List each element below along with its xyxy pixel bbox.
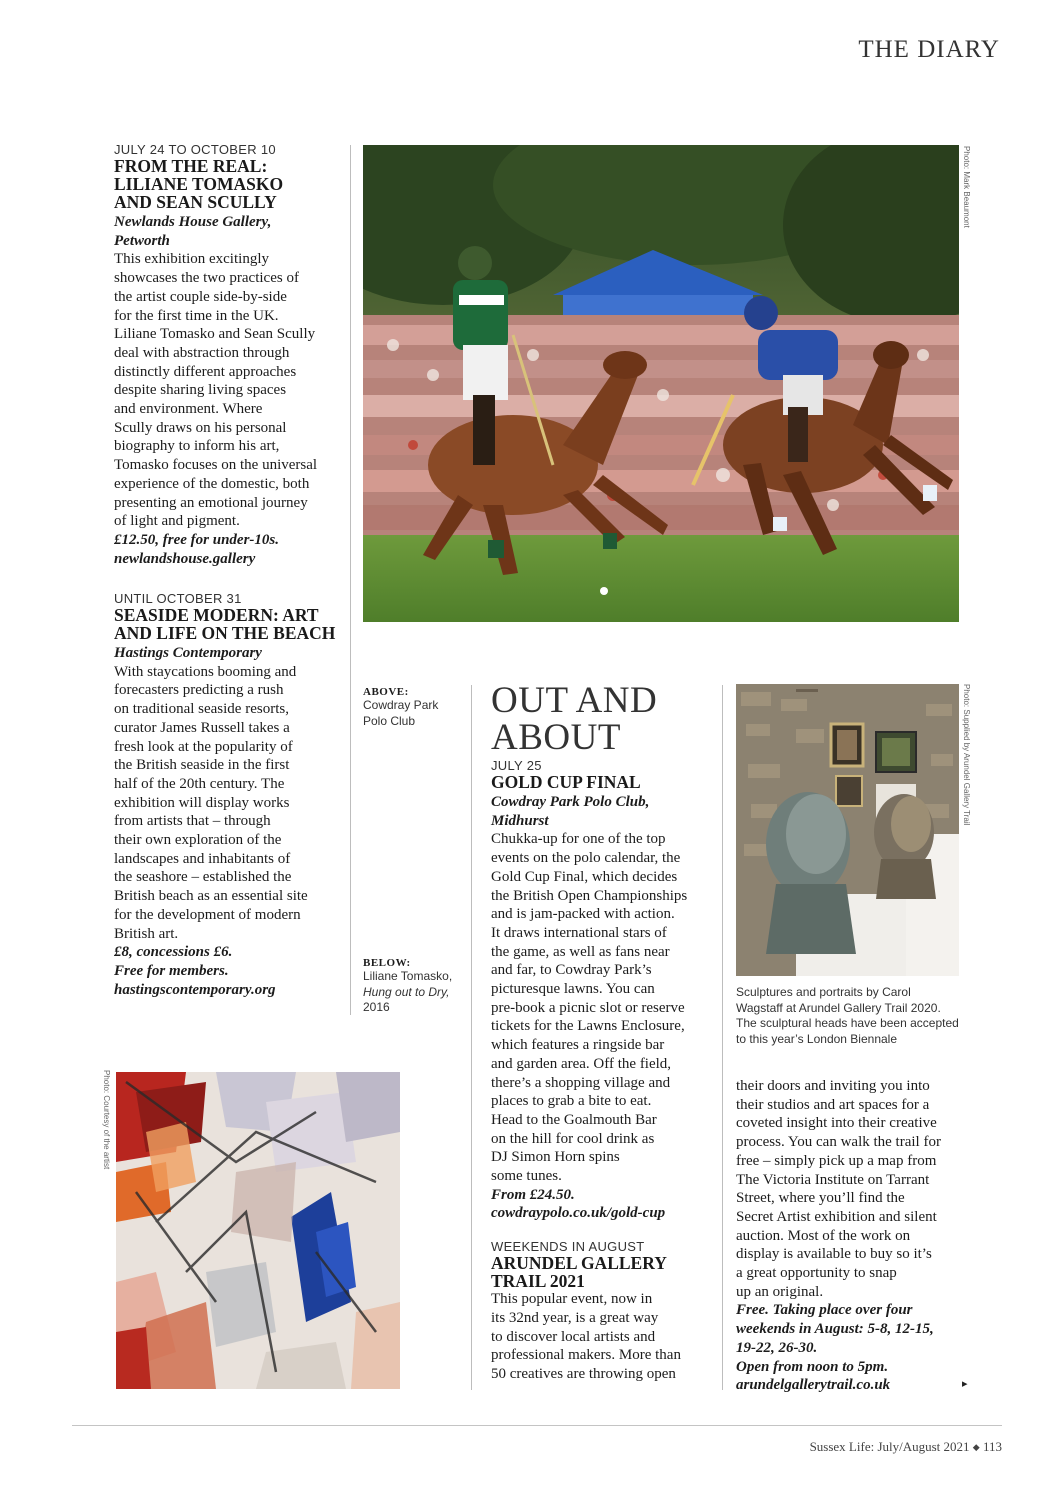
- body-line: professional makers. More than: [491, 1347, 681, 1364]
- page-number: 113: [982, 1439, 1002, 1454]
- body-line: its 32nd year, is a great way: [491, 1309, 659, 1326]
- website-link[interactable]: arundelgallerytrail.co.uk: [736, 1377, 891, 1394]
- event-date: WEEKENDS IN AUGUST: [491, 1239, 645, 1255]
- body-line: some tunes.: [491, 1168, 562, 1185]
- body-line: which features a ringside bar: [491, 1037, 665, 1054]
- body-line: With staycations booming and: [114, 663, 297, 680]
- out-and-about-section: [491, 682, 719, 1384]
- painting-illustration: [116, 1072, 400, 1389]
- footer: [810, 1439, 1002, 1455]
- caption-below: [363, 957, 468, 1016]
- event-title-line: TRAIL 2021: [491, 1271, 585, 1292]
- caption-line: Wagstaff at Arundel Gallery Trail 2020.: [736, 1000, 941, 1015]
- caption-line: to this year’s London Biennale: [736, 1031, 898, 1046]
- column-rule-left: [350, 145, 351, 1015]
- body-line: British beach as an essential site: [114, 888, 308, 905]
- body-line: and garden area. Off the field,: [491, 1055, 672, 1072]
- caption-below-line: Liliane Tomasko,: [363, 969, 453, 983]
- info-line: weekends in August: 5-8, 12-15,: [736, 1321, 934, 1338]
- body-line: pre-book a picnic slot or reserve: [491, 999, 685, 1016]
- body-line: process. You can walk the trail for: [736, 1134, 941, 1151]
- caption-below-label: BELOW:: [363, 957, 411, 969]
- abstract-painting-photo: [116, 1072, 400, 1389]
- sculpture-caption: [736, 985, 966, 1047]
- body-line: Scully draws on his personal: [114, 419, 287, 436]
- caption-above-label: ABOVE:: [363, 686, 409, 698]
- body-line: It draws international stars of: [491, 924, 667, 941]
- body-line: for the first time in the UK.: [114, 307, 279, 324]
- body-line: fresh look at the popularity of: [114, 738, 293, 755]
- body-line: Secret Artist exhibition and silent: [736, 1208, 937, 1225]
- price-line: £12.50, free for under-10s.: [114, 531, 279, 548]
- body-line: Liliane Tomasko and Sean Scully: [114, 326, 316, 343]
- body-line: Street, where you’ll find the: [736, 1190, 905, 1207]
- body-line: distinctly different approaches: [114, 363, 297, 380]
- website-link[interactable]: newlandshouse.gallery: [114, 550, 256, 567]
- body-line: auction. Most of the work on: [736, 1227, 911, 1244]
- body-line: picturesque lawns. You can: [491, 981, 655, 998]
- section-title: THE DIARY: [858, 36, 1000, 63]
- event-title-line: FROM THE REAL:: [114, 156, 268, 176]
- caption-above-line: Cowdray Park: [363, 698, 439, 712]
- body-line: there’s a shopping village and: [491, 1074, 671, 1091]
- publication-name: Sussex Life: July/August 2021: [809, 1439, 970, 1454]
- caption-above: [363, 686, 468, 729]
- price-line: Free for members.: [114, 962, 229, 979]
- body-line: exhibition will display works: [114, 794, 290, 811]
- caption-line: The sculptural heads have been accepted: [736, 1016, 959, 1030]
- arundel-trail-continued: [736, 1077, 972, 1395]
- body-line: biography to inform his art,: [114, 438, 280, 455]
- polo-photo: [363, 145, 959, 622]
- body-line: despite sharing living spaces: [114, 382, 287, 399]
- info-line: Free. Taking place over four: [736, 1302, 913, 1319]
- event-gold-cup: [491, 758, 719, 1223]
- photo-credit-gallery: Photo: Supplied by Arundel Gallery Trail: [962, 684, 971, 826]
- gallery-sculpture-photo: [736, 684, 959, 976]
- body-line: experience of the domestic, both: [114, 475, 310, 492]
- body-line: the game, as well as fans near: [491, 943, 670, 960]
- body-line: for the development of modern: [114, 906, 301, 923]
- photo-credit-painting: Photo: Courtesy of the artist: [102, 1070, 111, 1170]
- event-venue: [491, 793, 719, 830]
- event-venue: [114, 213, 346, 250]
- website-link[interactable]: cowdraypolo.co.uk/gold-cup: [491, 1205, 666, 1222]
- continue-arrow-icon: ▸: [962, 1377, 968, 1390]
- footer-rule: [72, 1425, 1002, 1426]
- body-line: their doors and inviting you into: [736, 1078, 930, 1094]
- heading-line: OUT AND: [491, 680, 658, 721]
- event-info: [114, 531, 346, 568]
- event-info: [736, 1301, 972, 1395]
- body-line: The Victoria Institute on Tarrant: [736, 1171, 930, 1188]
- caption-below-title: Hung out to Dry,: [363, 984, 450, 999]
- body-line: free – simply pick up a map from: [736, 1152, 937, 1169]
- event-info: [114, 943, 346, 999]
- body-line: events on the polo calendar, the: [491, 850, 681, 867]
- event-title-line: SEASIDE MODERN: ART: [114, 605, 319, 625]
- event-title: [491, 1254, 719, 1290]
- caption-above-line: Polo Club: [363, 713, 416, 728]
- body-line: tickets for the Lawns Enclosure,: [491, 1018, 685, 1035]
- event-body: [491, 830, 719, 1185]
- body-line: the British Open Championships: [491, 887, 688, 904]
- event-body-continued: [736, 1077, 972, 1301]
- body-line: and far, to Cowdray Park’s: [491, 962, 652, 979]
- venue-line: Newlands House Gallery,: [114, 214, 272, 230]
- event-body: [491, 1290, 719, 1384]
- venue-line: Cowdray Park Polo Club,: [491, 794, 650, 810]
- column-rule-middle: [471, 685, 472, 1390]
- body-line: their own exploration of the: [114, 832, 282, 849]
- body-line: their studios and art spaces for a: [736, 1096, 930, 1113]
- body-line: deal with abstraction through: [114, 344, 290, 361]
- body-line: British art.: [114, 925, 179, 942]
- body-line: places to grab a bite to eat.: [491, 1093, 652, 1110]
- event-title-line: AND SEAN SCULLY: [114, 192, 277, 212]
- body-line: showcases the two practices of: [114, 270, 299, 287]
- body-line: the seashore – established the: [114, 869, 292, 886]
- body-line: on the hill for cool drink as: [491, 1130, 655, 1147]
- polo-photo-illustration: [363, 145, 959, 622]
- event-date: JULY 24 TO OCTOBER 10: [114, 142, 276, 157]
- event-from-the-real: [114, 142, 346, 568]
- venue-line: Midhurst: [491, 812, 549, 829]
- event-venue: [114, 644, 346, 663]
- body-line: the artist couple side-by-side: [114, 288, 287, 305]
- info-line: Open from noon to 5pm.: [736, 1358, 889, 1375]
- body-line: landscapes and inhabitants of: [114, 850, 291, 867]
- event-arundel-trail: [491, 1239, 719, 1384]
- event-title-line: ARUNDEL GALLERY: [491, 1253, 667, 1274]
- body-line: the British seaside in the first: [114, 757, 290, 774]
- event-title-line: AND LIFE ON THE BEACH: [114, 623, 336, 643]
- venue-line: Petworth: [114, 232, 170, 249]
- body-line: curator James Russell takes a: [114, 719, 290, 736]
- event-title: GOLD CUP FINAL: [491, 772, 641, 792]
- website-link[interactable]: hastingscontemporary.org: [114, 981, 276, 998]
- event-body: [114, 663, 346, 944]
- event-date: UNTIL OCTOBER 31: [114, 591, 242, 606]
- body-line: coveted insight into their creative: [736, 1115, 937, 1132]
- body-line: and environment. Where: [114, 401, 263, 418]
- body-line: display is available to buy so it’s: [736, 1246, 932, 1263]
- body-line: forecasters predicting a rush: [114, 682, 284, 699]
- body-line: Tomasko focuses on the universal: [114, 457, 318, 474]
- body-line: a great opportunity to snap: [736, 1265, 897, 1282]
- photo-credit-polo: Photo: Mark Beaumont: [962, 146, 971, 228]
- body-line: up an original.: [736, 1283, 824, 1300]
- event-date: JULY 25: [491, 758, 542, 773]
- info-line: 19-22, 26-30.: [736, 1339, 818, 1356]
- body-line: This popular event, now in: [491, 1291, 653, 1308]
- separator-dot-icon: ◆: [972, 1442, 980, 1452]
- heading-line: ABOUT: [491, 717, 621, 758]
- body-line: half of the 20th century. The: [114, 775, 285, 792]
- column-rule-right: [722, 685, 723, 1390]
- body-line: to discover local artists and: [491, 1328, 656, 1345]
- body-line: Chukka-up for one of the top: [491, 831, 666, 848]
- event-body: [114, 250, 346, 531]
- event-title: [114, 157, 346, 211]
- body-line: on traditional seaside resorts,: [114, 701, 289, 718]
- event-title-line: LILIANE TOMASKO: [114, 174, 284, 194]
- event-seaside-modern: [114, 591, 346, 999]
- body-line: DJ Simon Horn spins: [491, 1149, 620, 1166]
- caption-below-year: 2016: [363, 1000, 390, 1014]
- gallery-photo-illustration: [736, 684, 959, 976]
- body-line: of light and pigment.: [114, 513, 240, 530]
- body-line: presenting an emotional journey: [114, 494, 308, 511]
- price-line: £8, concessions £6.: [114, 944, 233, 961]
- venue-line: Hastings Contemporary: [114, 645, 262, 661]
- event-title: [114, 606, 346, 642]
- event-info: [491, 1186, 719, 1223]
- body-line: Gold Cup Final, which decides: [491, 868, 678, 885]
- body-line: from artists that – through: [114, 813, 271, 830]
- price-line: From £24.50.: [491, 1186, 575, 1203]
- body-line: Head to the Goalmouth Bar: [491, 1111, 657, 1128]
- body-line: 50 creatives are throwing open: [491, 1365, 676, 1382]
- caption-line: Sculptures and portraits by Carol: [736, 985, 911, 999]
- out-and-about-heading: [491, 682, 719, 756]
- body-line: and is jam-packed with action.: [491, 906, 675, 923]
- body-line: This exhibition excitingly: [114, 251, 269, 268]
